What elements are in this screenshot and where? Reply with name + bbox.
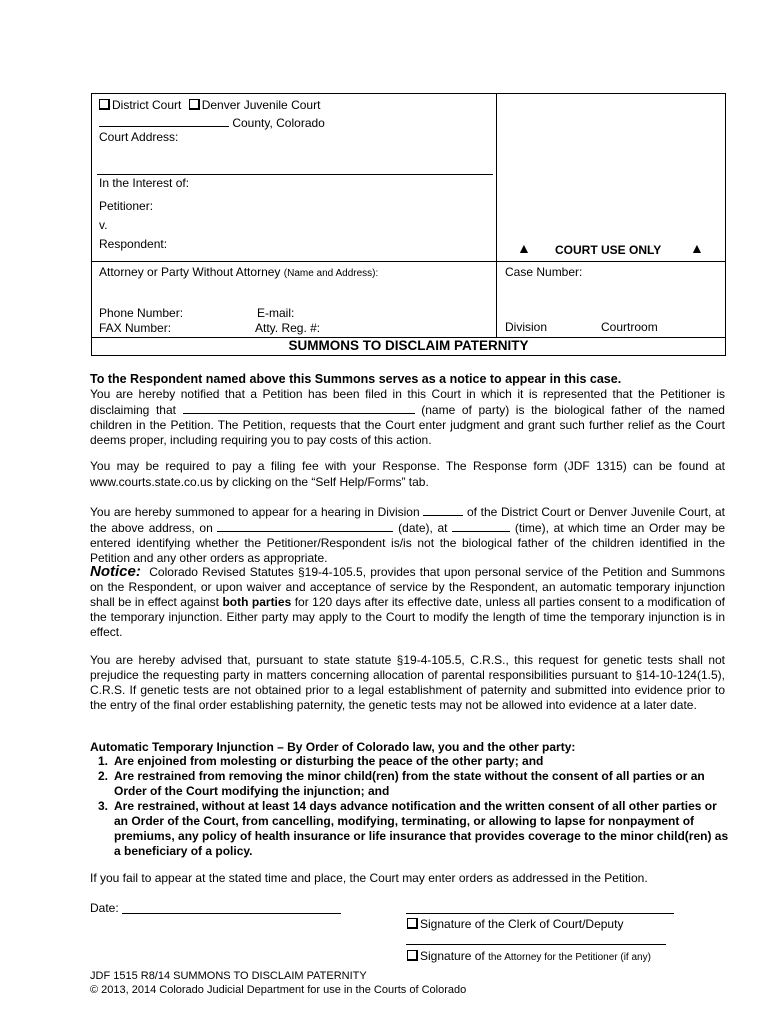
email-label: E-mail: <box>257 306 295 320</box>
phone-label: Phone Number: <box>99 306 184 320</box>
division-blank[interactable] <box>423 504 463 516</box>
respondent-notice-heading: To the Respondent named above this Summons serves as a notice to appear in this case. <box>90 372 622 386</box>
date-signature-line[interactable] <box>122 913 341 914</box>
footer-copyright: © 2013, 2014 Colorado Judicial Department for use in the Courts of Colorado <box>90 984 467 996</box>
notice-label: Notice: <box>90 563 141 580</box>
petitioner-label: Petitioner: <box>99 199 154 213</box>
attorney-signature-label: Signature of the Attorney for the Petitioner (if any) <box>407 949 651 965</box>
filing-fee-paragraph: You may be required to pay a filing fee with your Response. The Response form (JDF 1315) can be found at www.courts.state.co.us by clicking on the “Self Help/Forms” tab. <box>90 459 725 489</box>
genetic-tests-paragraph: You are hereby advised that, pursuant to state statute §19-4-105.5, C.R.S., this request for genetic tests shall not prejudice the requesting party in matters concerning allocation of parental responsibilities pursuant to §14-10-124(1.5), C.R.S. If genetic tests are not obtained prior to a legal establishment of paternity and submitted into evidence prior to the entry of the final order establishing paternity, the genetic tests may not be allowed into evidence at a later date. <box>90 653 725 712</box>
clerk-checkbox[interactable] <box>407 918 418 929</box>
caption-box <box>91 93 726 356</box>
fail-to-appear-paragraph: If you fail to appear at the stated time and place, the Court may enter orders as addressed in the Petition. <box>90 871 648 885</box>
injunction-list <box>90 754 730 859</box>
footer-form-id: JDF 1515 R8/14 SUMMONS TO DISCLAIM PATERNITY <box>90 970 367 982</box>
v-label: v. <box>99 218 108 232</box>
up-arrow-icon: ▲ <box>517 240 531 256</box>
time-blank[interactable] <box>452 520 510 532</box>
form-title: SUMMONS TO DISCLAIM PATERNITY <box>288 338 529 353</box>
clerk-signature-label: Signature of the Clerk of Court/Deputy <box>407 917 623 931</box>
caption-divider-vertical <box>496 93 497 337</box>
atty-reg-label: Atty. Reg. #: <box>255 321 321 335</box>
in-the-interest-of-label: In the Interest of: <box>99 176 190 190</box>
clerk-signature-line[interactable] <box>406 913 674 914</box>
denver-juvenile-court-label: Denver Juvenile Court <box>201 98 321 112</box>
petition-paragraph: You are hereby notified that a Petition has been filed in this Court in which it is represented that the Petitioner is disclaiming that (name of party) is the biological father of the named children in the Petition. The Petition, requests that the Court enter judgment and grant such further relief as the Court deems proper, including requiring you to pay costs of this action. <box>90 387 725 447</box>
attorney-checkbox[interactable] <box>407 950 418 961</box>
injunction-heading: Automatic Temporary Injunction – By Order of Colorado law, you and the other party: <box>90 740 576 754</box>
county-label: County, Colorado <box>232 116 325 130</box>
list-item: 2. Are restrained from removing the minor child(ren) from the state without the consent of all parties or an Order of the Court modifying the injunction; and <box>98 769 705 798</box>
respondent-label: Respondent: <box>99 237 168 251</box>
list-item: 3. Are restrained, without at least 14 days advance notification and the written consent of all other parties or an Order of the Court, from cancelling, modifying, terminating, or allowing to lapse for nonpayment of premiums, any policy of health insurance or life insurance that provides coverage to the minor child(ren) as a beneficiary of a policy. <box>98 799 729 858</box>
notice-paragraph: Notice: Colorado Revised Statutes §19-4-105.5, provides that upon personal service of the Petition and Summons on the Respondent, or upon waiver and acceptance of service by the Respondent, an automatic temporary injunction shall be in effect against both parties for 120 days after its effective date, unless all parties consent to a modification of the temporary injunction. Either party may apply to the Court to modify the length of time the temporary injunction is in effect. <box>90 563 726 639</box>
attorney-label: Attorney or Party Without Attorney (Name and Address): <box>99 265 379 279</box>
county-blank[interactable] <box>99 115 229 127</box>
case-number-label: Case Number: <box>505 265 583 279</box>
date-blank[interactable] <box>217 520 393 532</box>
denver-juvenile-court-checkbox[interactable] <box>189 99 200 110</box>
caption-divider-horizontal <box>91 261 725 262</box>
courtroom-label: Courtroom <box>601 320 658 334</box>
list-item: 1. Are enjoined from molesting or disturbing the peace of the other party; and <box>98 754 544 768</box>
district-court-label: District Court <box>112 98 182 112</box>
attorney-signature-line[interactable] <box>406 944 666 945</box>
date-label: Date: <box>90 901 119 915</box>
party-name-blank[interactable] <box>183 402 415 414</box>
hearing-paragraph: You are hereby summoned to appear for a hearing in Division of the District Court or Denver Juvenile Court, at the above address, on (date), at (time), at which time an Order may be entered identifying whether the Petitioner/Respondent is/is not the biological father of the children identified in the Petition and any other orders as appropriate. <box>90 505 726 565</box>
division-label: Division <box>505 320 548 334</box>
district-court-checkbox[interactable] <box>99 99 110 110</box>
fax-label: FAX Number: <box>99 321 172 335</box>
county-line <box>99 115 325 130</box>
court-use-only-label: COURT USE ONLY <box>555 243 662 257</box>
court-section-divider <box>97 174 493 175</box>
up-arrow-icon: ▲ <box>690 240 704 256</box>
court-type-line <box>99 98 320 112</box>
court-address-label: Court Address: <box>99 130 179 144</box>
